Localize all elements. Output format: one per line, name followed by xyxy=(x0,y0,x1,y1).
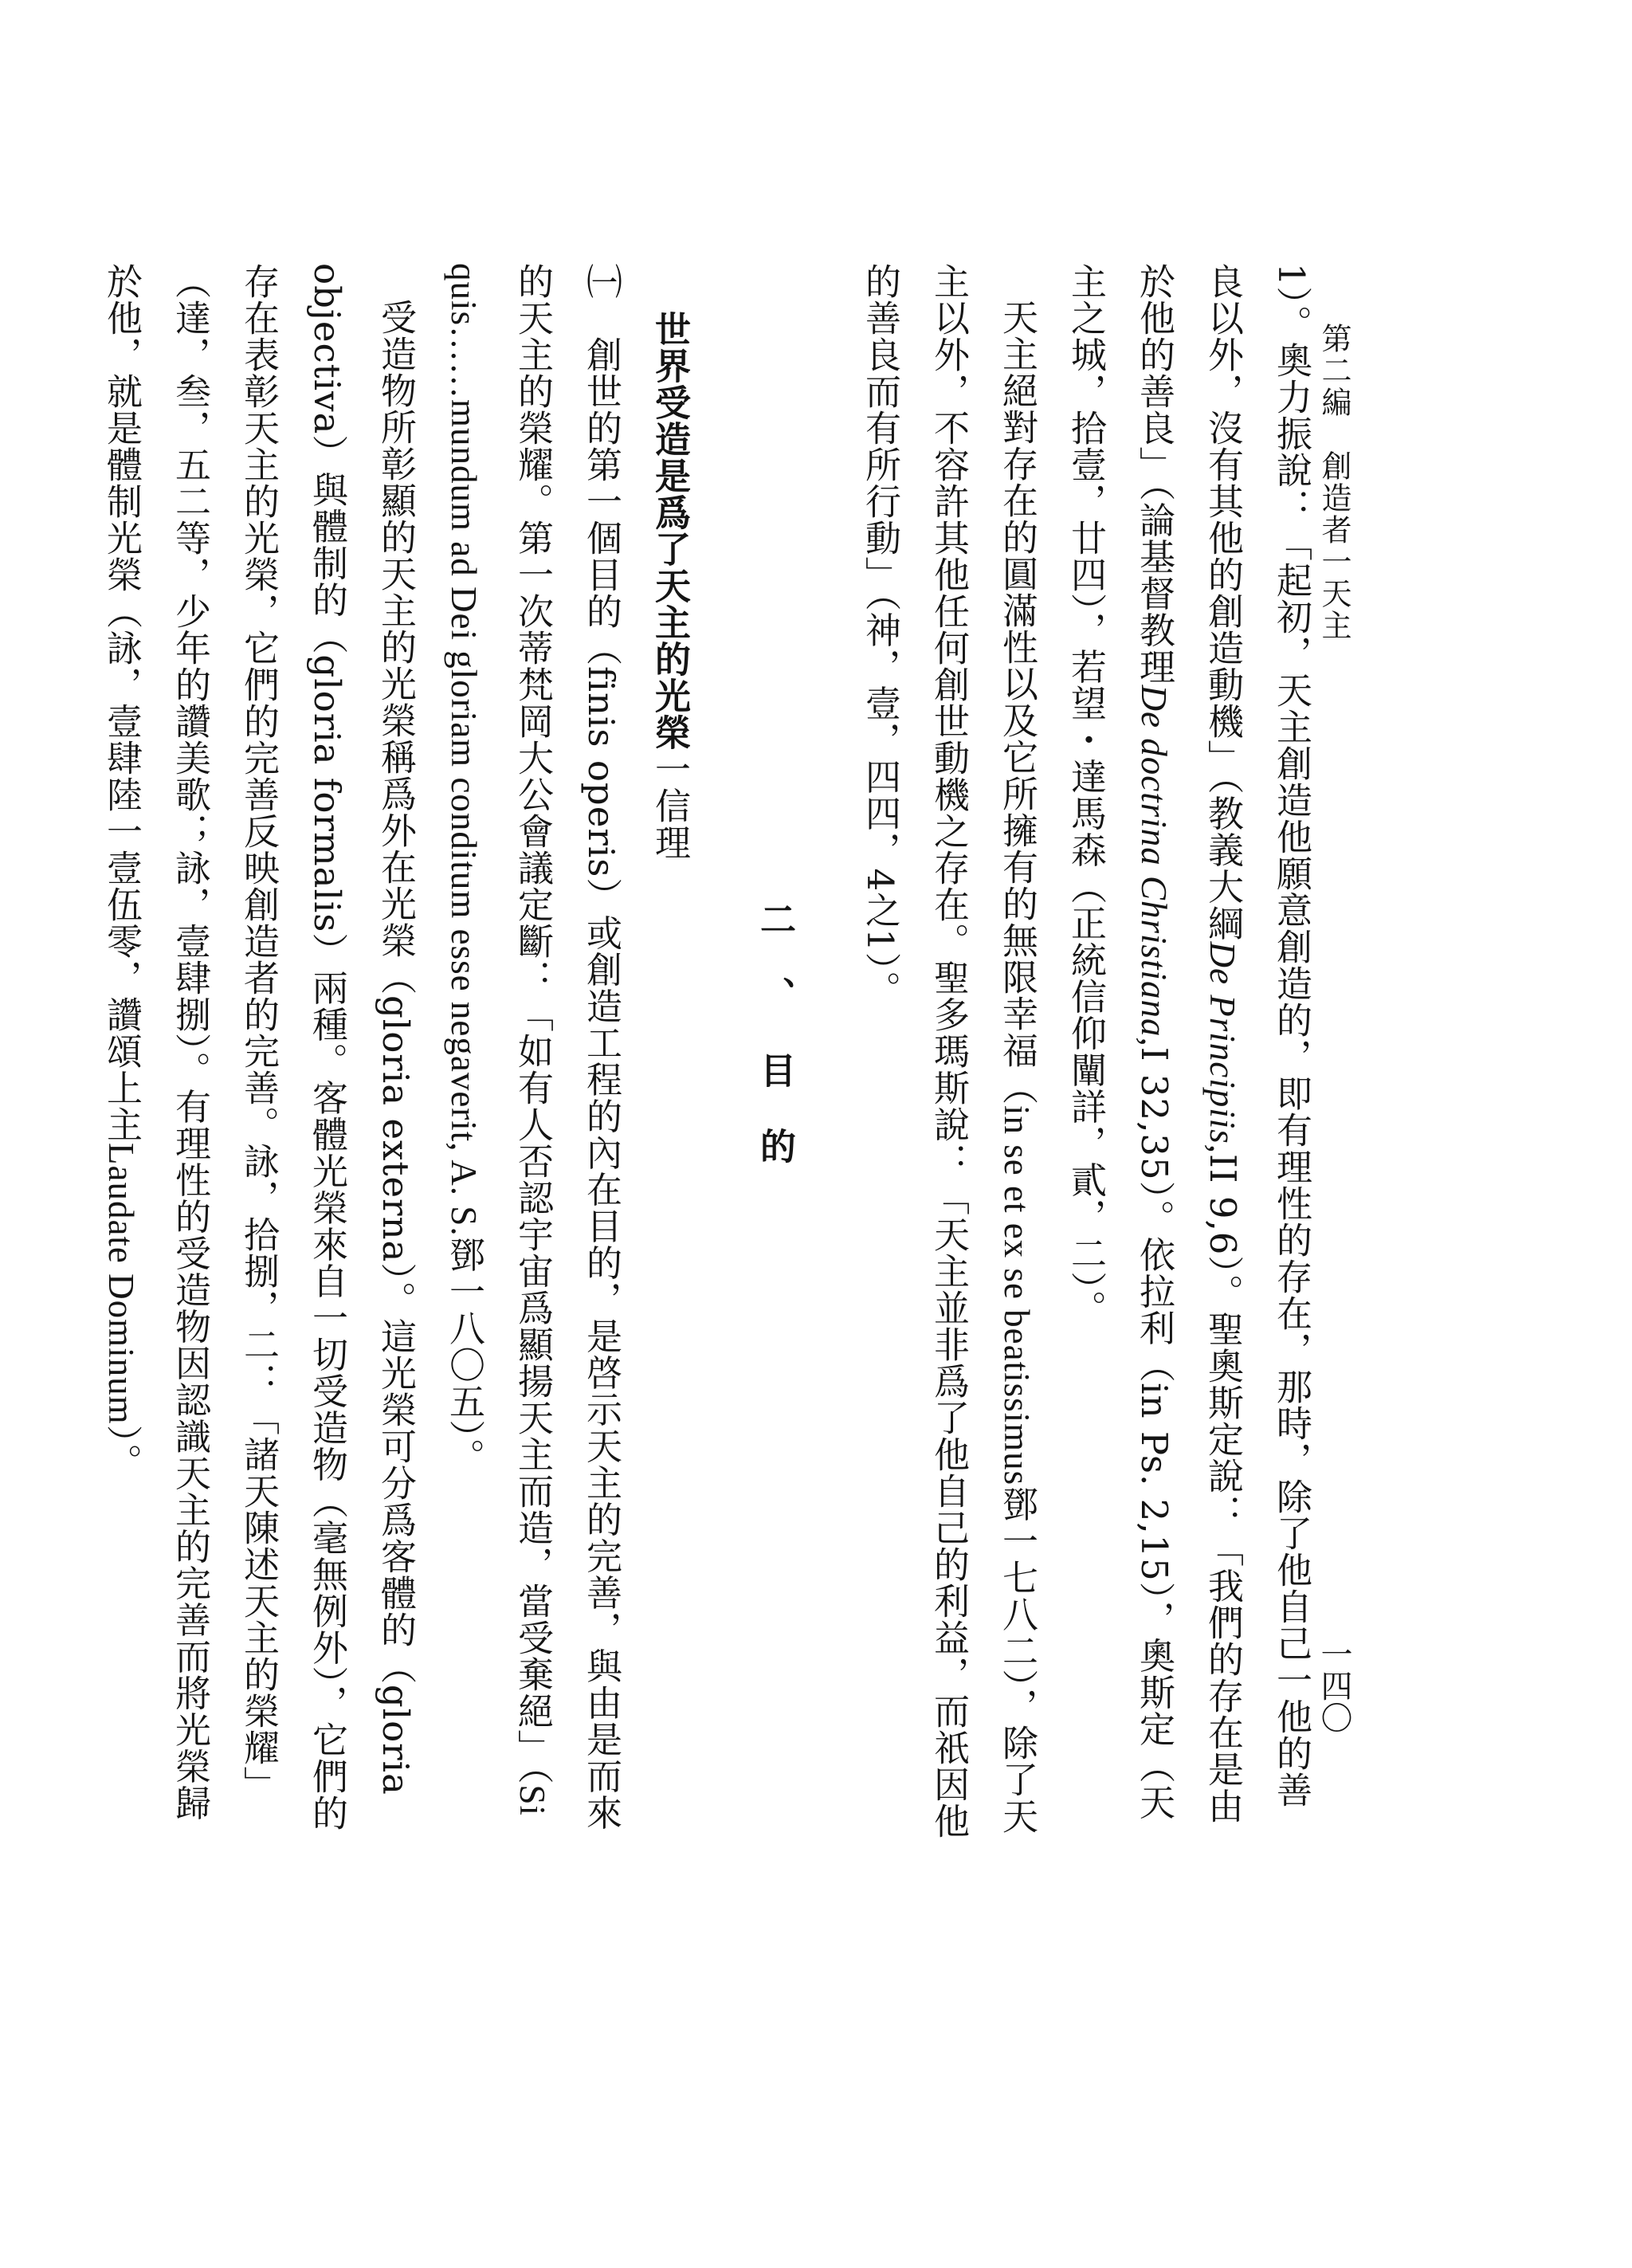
latin-phrase: in se et ex se beatissimus xyxy=(997,1105,1037,1486)
running-header: 第二編 創造者一天主 xyxy=(1316,323,1352,642)
paragraph-text: I 32,35）。依拉利（in Ps. 2,15），奧斯定（天主之城，拾壹，廿四），若望・達馬森（正統信仰闡詳，貳，二）。 xyxy=(1065,263,1175,1821)
paragraph-first-purpose xyxy=(430,263,635,1841)
paragraph-text: 鄧一八〇五）。 xyxy=(443,1236,485,1476)
latin-title: De Principiis, xyxy=(1202,941,1242,1154)
subheading-suffix: 一信理 xyxy=(649,751,691,861)
paragraph-text: II 9,6）。聖奧斯定說：「我們的存在是由於他的善良」（論基督教理 xyxy=(1133,263,1244,1824)
paragraph-external-glory xyxy=(87,263,430,1841)
subheading xyxy=(635,263,704,1841)
paragraph-text: ）。 xyxy=(100,1424,143,1481)
latin-quote: Si quis……mundum ad Dei gloriam conditum esse negaverit, A. S. xyxy=(444,263,552,1817)
subheading-bold: 世界受造是爲了天主的光榮 xyxy=(649,311,691,751)
section-heading: 二、目的 xyxy=(754,901,796,1203)
latin-title: De doctrina Christiana, xyxy=(1134,685,1174,1047)
paragraph-text: ㈠ 創世的第一個目的（finis operis）或創造工程的內在目的，是啓示天主的完善，與由是而來的天主的榮耀。第一次蒂梵岡大公會議定斷：「如有人否認宇宙爲顯揚天主而造，當受棄絕」（ xyxy=(512,263,622,1831)
paragraph-text: 天主絕對存在的圓滿性以及它所擁有的無限幸福（ xyxy=(996,299,1038,1105)
text-body xyxy=(100,263,1325,1841)
paragraph-text: 1）。奧力振說：「起初，天主創造他願意創造的，即有理性的存在，那時，除了他自己一他的善良以外，沒有其他的創造動機」（教義大綱 xyxy=(1202,263,1312,1809)
paragraph-text: 受造物所彰顯的天主的光榮稱爲外在光榮（gloria externa）。這光榮可分爲客體的（gloria objectiva）與體制的（gloria formalis）兩種。客體光榮來自一切受造物（毫無例外），它們的存在表彰天主的光榮，它們的完善反映創造者的完善。詠，拾捌，二：「諸天陳述天主的榮耀」（達，叁，五二等，少年的讚美歌；詠，壹肆捌）。有理性的受造物因認識天主的完善而將光榮歸於他，就是體制光榮（詠，壹肆陸一壹伍零，讚頌上主 xyxy=(100,263,417,1831)
page-number: 一四〇 xyxy=(1316,1638,1352,1733)
paragraph-text: 鄧一七八二），除了天主以外，不容許其他任何創世動機之存在。聖多瑪斯說：「天主並非爲了他自己的利益，而祇因他的善良而有所行動」（神，壹，四四，4之1）。 xyxy=(859,263,1038,1839)
latin-phrase: Laudate Dominum xyxy=(101,1143,141,1425)
paragraph-origen xyxy=(1051,263,1325,1841)
paragraph-beatitude xyxy=(845,263,1051,1841)
